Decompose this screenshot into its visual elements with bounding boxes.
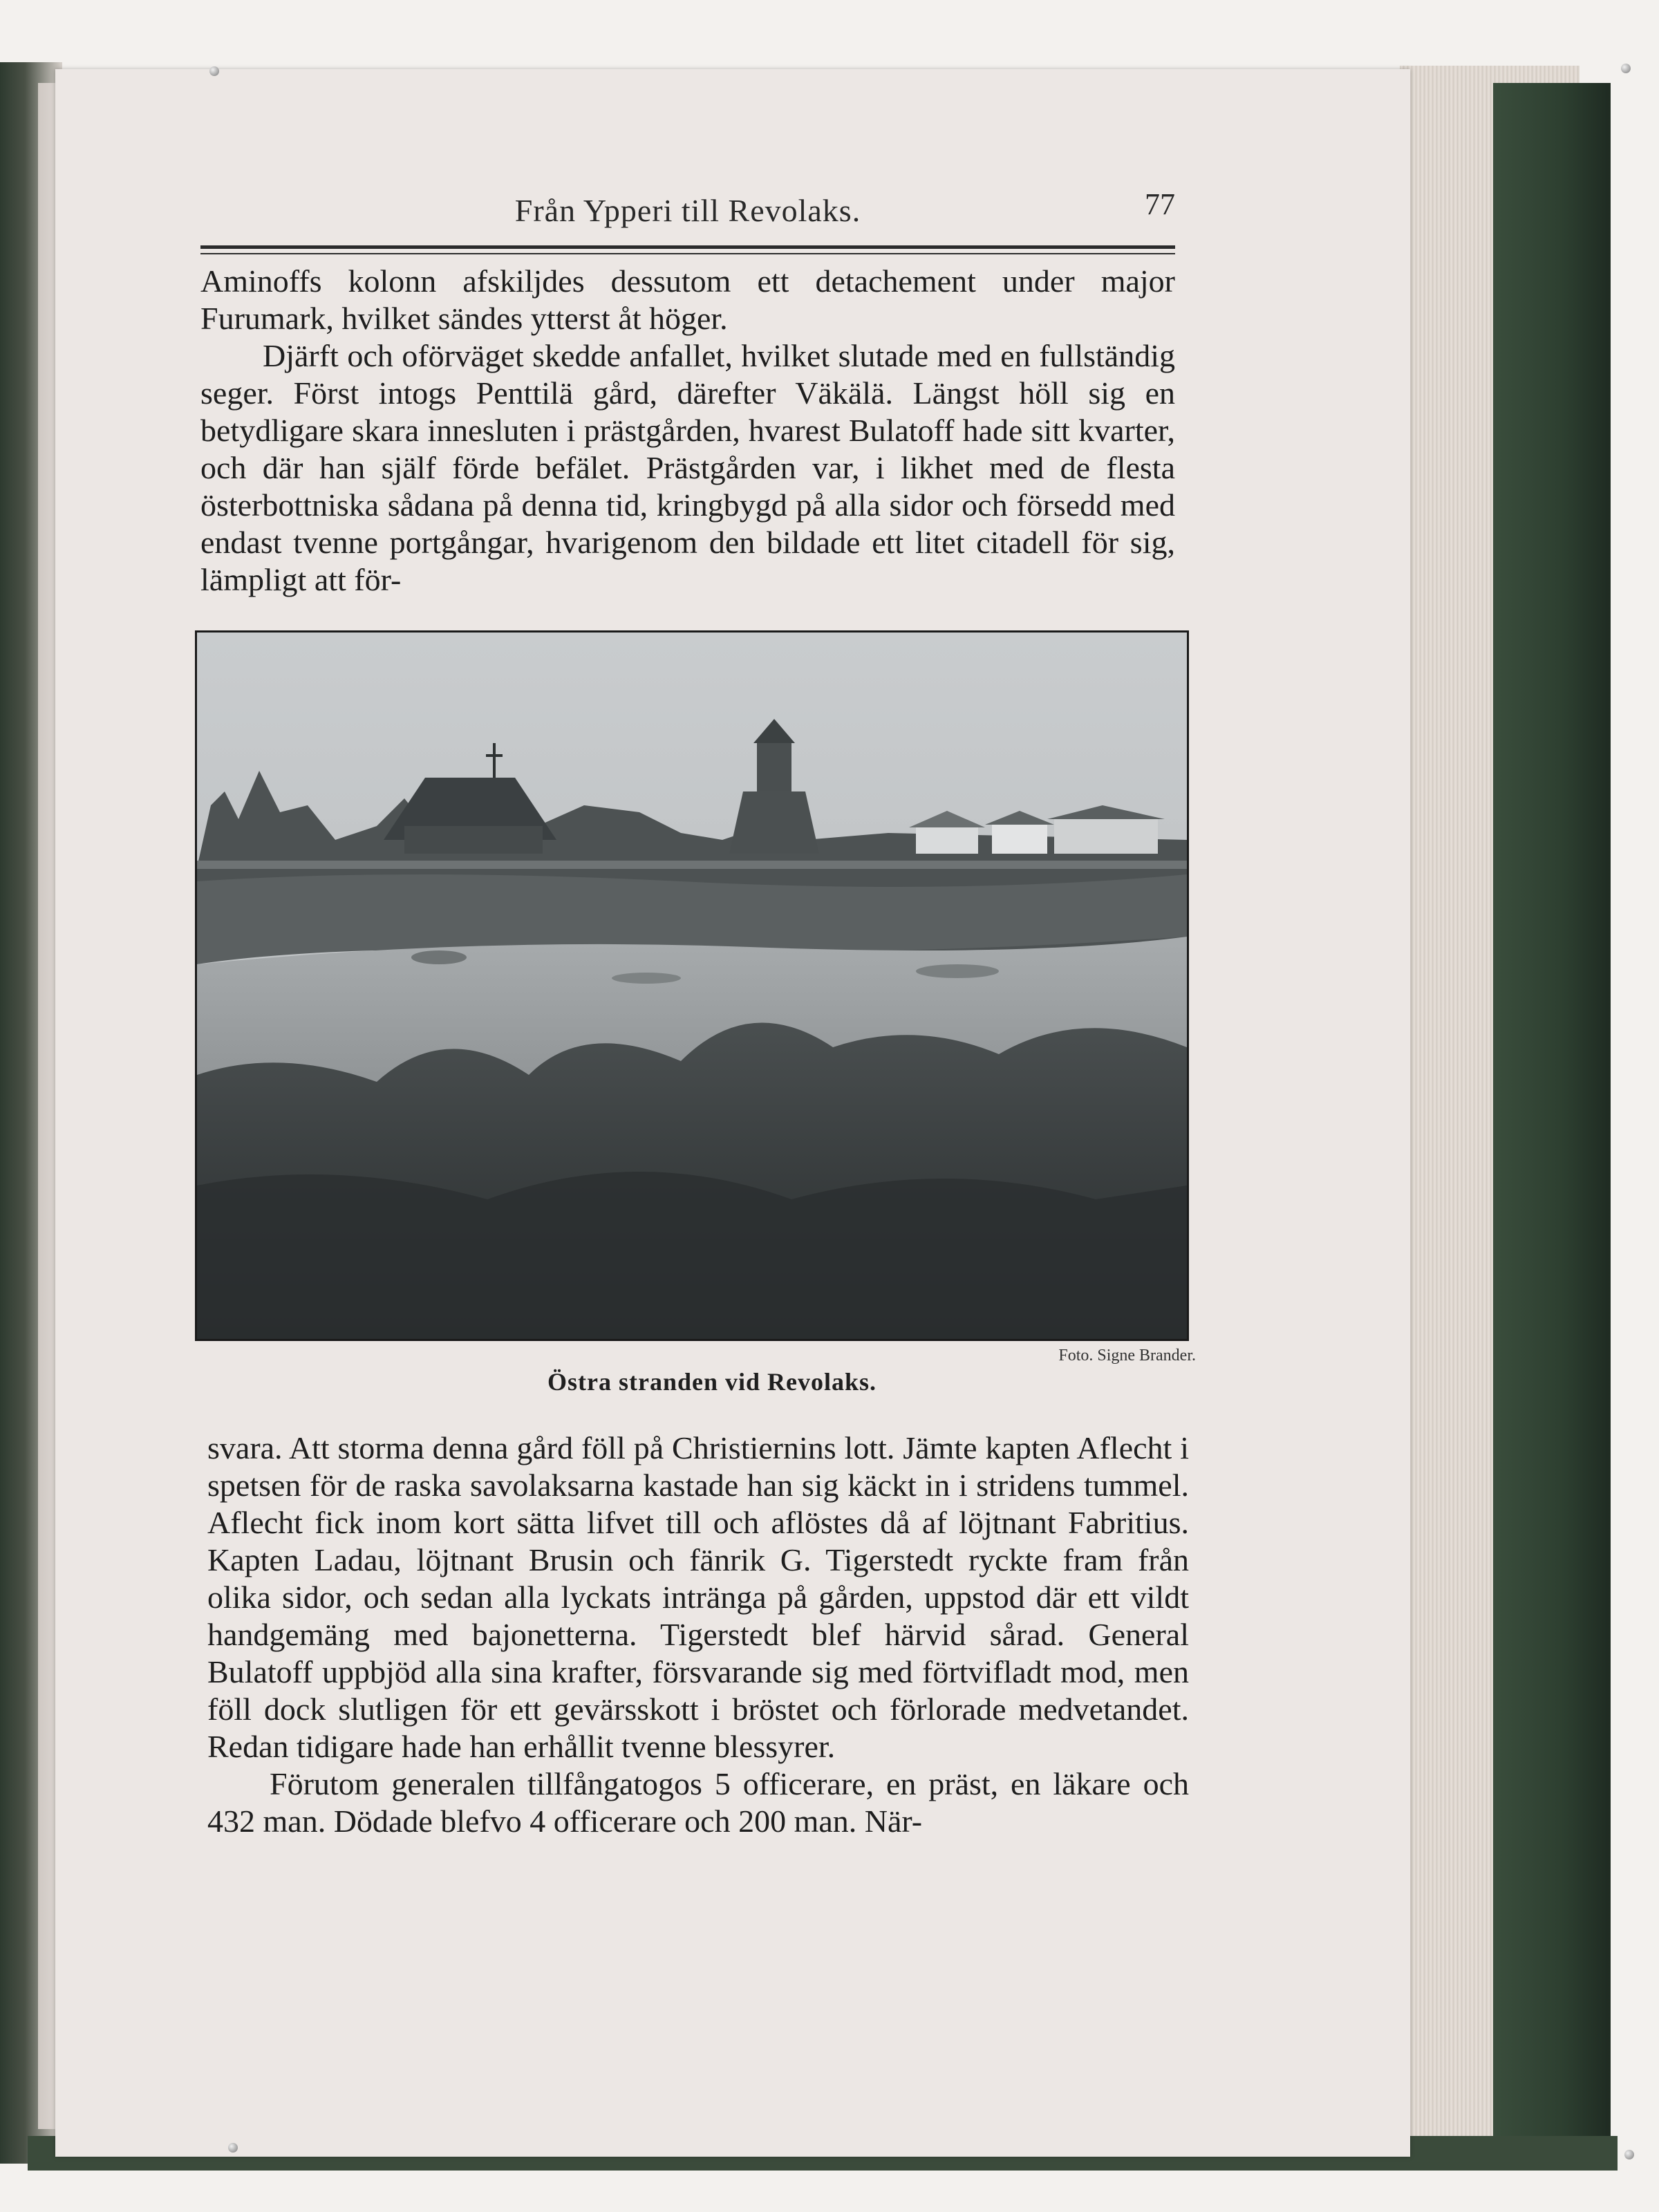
paragraph: Förutom generalen tillfångatogos 5 officerare, en präst, en läkare och 432 man. Dödade blefvo 4 officerare och 200 man. När-	[207, 1766, 1189, 1839]
header-rule-thin	[200, 253, 1175, 254]
photograph	[195, 630, 1189, 1341]
running-title: Från Ypperi till Revolaks.	[514, 193, 861, 228]
header-rule	[200, 245, 1175, 249]
page-header	[200, 187, 1175, 242]
pin-icon	[1621, 64, 1631, 73]
body-text-top	[200, 263, 1175, 599]
body-text-bottom	[207, 1430, 1189, 1840]
paragraph: Djärft och oförväget skedde anfallet, hvilket slutade med en fullständig seger. Först intogs Penttilä gård, därefter Väkälä. Längst höll sig en betydligare skara innesluten i prästgården, hvarest Bulatoff hade sitt kvarter, och där han själf förde befälet. Prästgården var, i likhet med de flesta österbottniska sådana på denna tid, kringbygd på alla sidor och försedd med endast tvenne portgångar, hvarigenom den bildade ett litet citadell för sig, lämpligt att för-	[200, 338, 1175, 597]
paragraph: Aminoffs kolonn afskiljdes dessutom ett detachement under major Furumark, hvilket sändes ytterst åt höger.	[200, 263, 1175, 336]
page-number: 77	[1145, 187, 1175, 221]
landscape-photo	[197, 632, 1187, 1339]
book-cover-right	[1493, 83, 1611, 2164]
figure-caption: Östra stranden vid Revolaks.	[547, 1368, 877, 1396]
photo-credit: Foto. Signe Brander.	[1058, 1347, 1196, 1365]
pin-icon	[209, 66, 219, 76]
pin-icon	[1624, 2150, 1634, 2159]
paragraph: svara. Att storma denna gård föll på Christiernins lott. Jämte kapten Aflecht i spetsen för de raska savolaksarna kastade han sig käckt in i stridens tummel. Aflecht fick inom kort sätta lifvet till och aflöstes då af löjtnant Fabritius. Kapten Ladau, löjtnant Brusin och fänrik G. Tigerstedt ryckte fram från olika sidor, och sedan alla lyckats intränga på gården, uppstod där ett vildt handgemäng med bajonetterna. Tigerstedt blef härvid sårad. General Bulatoff uppbjöd alla sina krafter, försvarande sig med förtvifladt mod, men föll dock slutligen för ett gevärsskott i bröstet och förlorade medvetandet. Redan tidigare hade han erhållit tvenne blessyrer.	[207, 1430, 1189, 1764]
pin-icon	[228, 2143, 238, 2153]
